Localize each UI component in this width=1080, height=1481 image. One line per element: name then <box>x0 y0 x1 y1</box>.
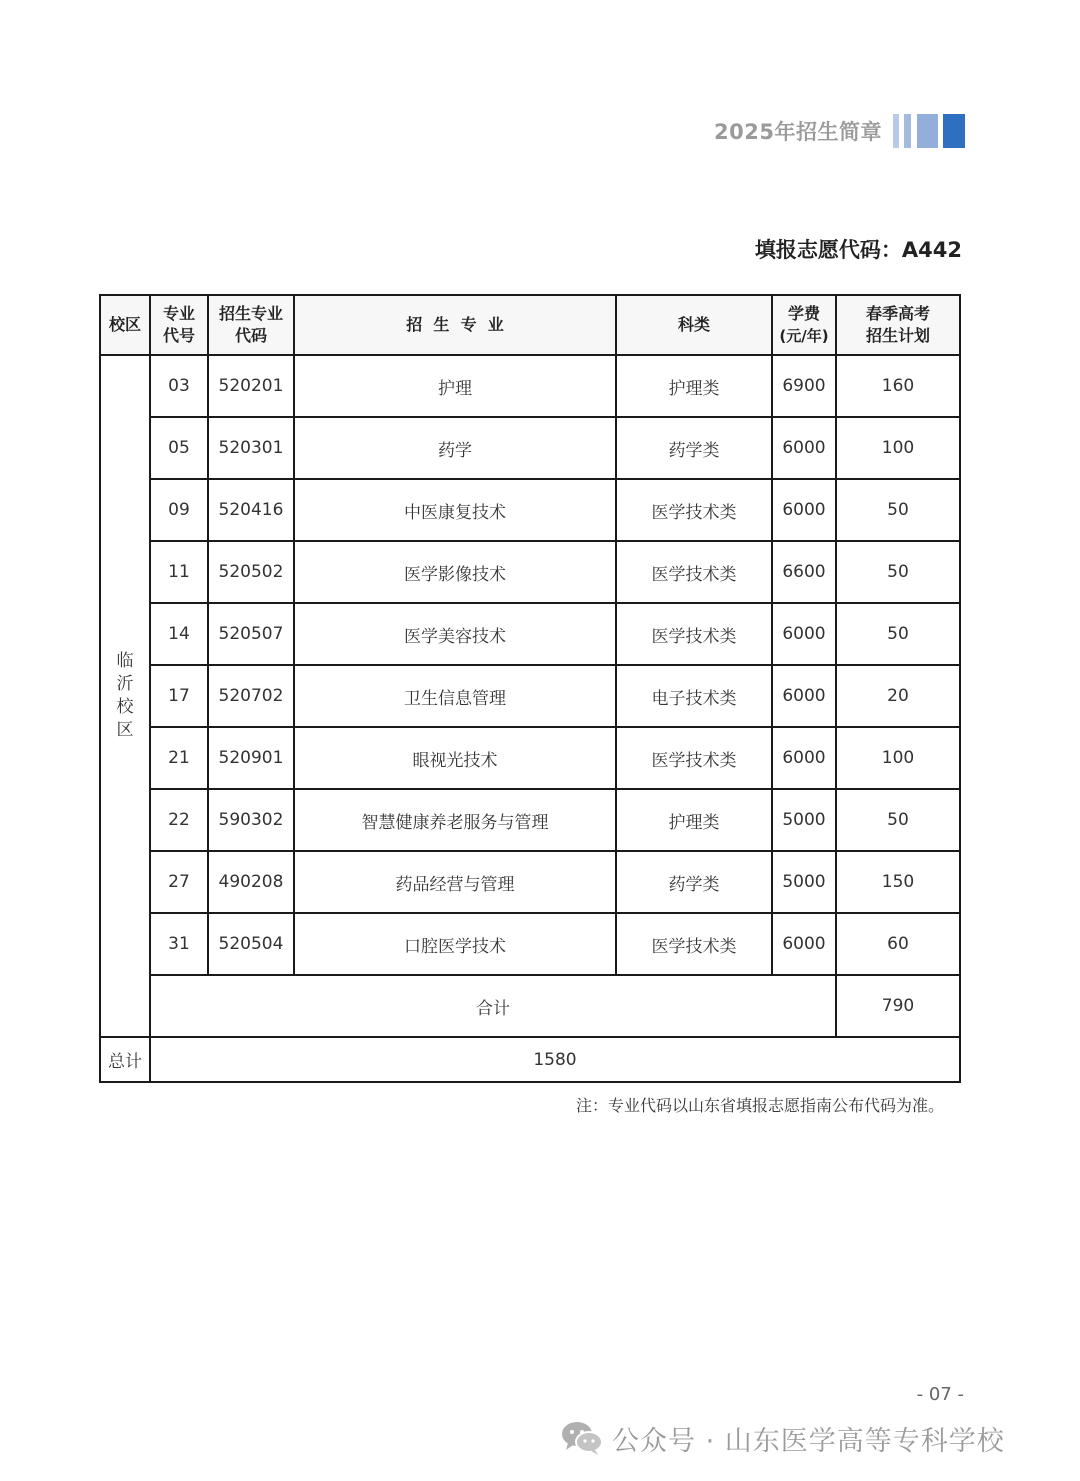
header-campus: 校区 <box>100 295 150 355</box>
category-cell: 医学技术类 <box>616 603 772 665</box>
category-cell: 护理类 <box>616 789 772 851</box>
tuition-cell: 6000 <box>772 913 836 975</box>
campus-char: 临 <box>116 651 134 671</box>
major-no-cell: 03 <box>150 355 208 417</box>
table-row <box>100 665 960 727</box>
plan-cell: 50 <box>836 603 960 665</box>
tuition-cell: 6000 <box>772 417 836 479</box>
major-code-cell: 520504 <box>208 913 294 975</box>
plan-cell: 50 <box>836 789 960 851</box>
category-cell: 药学类 <box>616 417 772 479</box>
major-code-cell: 520301 <box>208 417 294 479</box>
tuition-cell: 5000 <box>772 851 836 913</box>
decor-bar <box>917 114 938 148</box>
total-label: 总计 <box>100 1037 150 1082</box>
total-row <box>100 1037 960 1082</box>
tuition-cell: 6900 <box>772 355 836 417</box>
major-name-cell: 口腔医学技术 <box>294 913 616 975</box>
plan-cell: 160 <box>836 355 960 417</box>
header-line: 春季高考 <box>865 304 930 323</box>
header-plan <box>836 295 960 355</box>
tuition-cell: 5000 <box>772 789 836 851</box>
header-major-code <box>208 295 294 355</box>
major-code-cell: 520201 <box>208 355 294 417</box>
decor-bar <box>893 114 899 148</box>
table-row <box>100 417 960 479</box>
category-cell: 电子技术类 <box>616 665 772 727</box>
total-value: 1580 <box>150 1037 960 1082</box>
header-line: 代码 <box>234 326 267 345</box>
campus-char: 沂 <box>116 674 134 694</box>
major-name-cell: 中医康复技术 <box>294 479 616 541</box>
category-cell: 护理类 <box>616 355 772 417</box>
header-line: 代号 <box>162 326 195 345</box>
major-no-cell: 11 <box>150 541 208 603</box>
category-cell: 医学技术类 <box>616 541 772 603</box>
plan-cell: 100 <box>836 727 960 789</box>
subtotal-label: 合计 <box>150 975 836 1037</box>
plan-cell: 100 <box>836 417 960 479</box>
plan-cell: 60 <box>836 913 960 975</box>
major-code-cell: 490208 <box>208 851 294 913</box>
table-row <box>100 603 960 665</box>
major-no-cell: 17 <box>150 665 208 727</box>
major-code-cell: 520502 <box>208 541 294 603</box>
plan-cell: 50 <box>836 541 960 603</box>
header-major-name: 招 生 专 业 <box>294 295 616 355</box>
major-no-cell: 14 <box>150 603 208 665</box>
major-code-cell: 520702 <box>208 665 294 727</box>
major-no-cell: 22 <box>150 789 208 851</box>
header-line: 专业 <box>162 304 195 323</box>
header-line: (元/年) <box>779 327 829 345</box>
major-no-cell: 31 <box>150 913 208 975</box>
major-name-cell: 眼视光技术 <box>294 727 616 789</box>
major-code-cell: 520901 <box>208 727 294 789</box>
major-no-cell: 05 <box>150 417 208 479</box>
tuition-cell: 6600 <box>772 541 836 603</box>
table-row <box>100 541 960 603</box>
header-category: 科类 <box>616 295 772 355</box>
brochure-title: 2025年招生简章 <box>714 120 882 144</box>
campus-char: 区 <box>116 720 134 740</box>
major-no-cell: 27 <box>150 851 208 913</box>
major-name-cell: 医学美容技术 <box>294 603 616 665</box>
page-number: - 07 - <box>916 1384 964 1405</box>
tuition-cell: 6000 <box>772 727 836 789</box>
plan-cell: 50 <box>836 479 960 541</box>
table-row <box>100 913 960 975</box>
major-no-cell: 21 <box>150 727 208 789</box>
tuition-cell: 6000 <box>772 603 836 665</box>
header-line: 学费 <box>787 304 820 323</box>
tuition-cell: 6000 <box>772 479 836 541</box>
table-row <box>100 355 960 417</box>
header-tuition <box>772 295 836 355</box>
category-cell: 医学技术类 <box>616 727 772 789</box>
major-name-cell: 药品经营与管理 <box>294 851 616 913</box>
major-name-cell: 护理 <box>294 355 616 417</box>
category-cell: 药学类 <box>616 851 772 913</box>
category-cell: 医学技术类 <box>616 479 772 541</box>
header-major-no <box>150 295 208 355</box>
table-header-row <box>100 295 960 355</box>
major-name-cell: 卫生信息管理 <box>294 665 616 727</box>
major-code-cell: 520507 <box>208 603 294 665</box>
header-line: 招生专业 <box>218 304 283 323</box>
enrollment-plan-table <box>99 294 961 1083</box>
application-code-label: 填报志愿代码：A442 <box>754 238 962 262</box>
major-no-cell: 09 <box>150 479 208 541</box>
campus-cell <box>100 355 150 1037</box>
decor-bar <box>904 114 911 148</box>
major-name-cell: 智慧健康养老服务与管理 <box>294 789 616 851</box>
wechat-icon <box>560 1420 604 1456</box>
table-row <box>100 789 960 851</box>
subtotal-row <box>100 975 960 1037</box>
table-row <box>100 479 960 541</box>
decor-bar <box>943 114 965 148</box>
footnote: 注：专业代码以山东省填报志愿指南公布代码为准。 <box>575 1096 944 1115</box>
category-cell: 医学技术类 <box>616 913 772 975</box>
table-row <box>100 851 960 913</box>
plan-cell: 150 <box>836 851 960 913</box>
table-row <box>100 727 960 789</box>
subtotal-value: 790 <box>836 975 960 1037</box>
major-code-cell: 520416 <box>208 479 294 541</box>
watermark-text: 公众号 · 山东医学高等专科学校 <box>612 1425 1005 1457</box>
major-name-cell: 药学 <box>294 417 616 479</box>
major-name-cell: 医学影像技术 <box>294 541 616 603</box>
header-line: 招生计划 <box>865 326 930 345</box>
tuition-cell: 6000 <box>772 665 836 727</box>
campus-char: 校 <box>116 697 134 717</box>
plan-cell: 20 <box>836 665 960 727</box>
major-code-cell: 590302 <box>208 789 294 851</box>
wechat-watermark <box>560 1418 1005 1458</box>
